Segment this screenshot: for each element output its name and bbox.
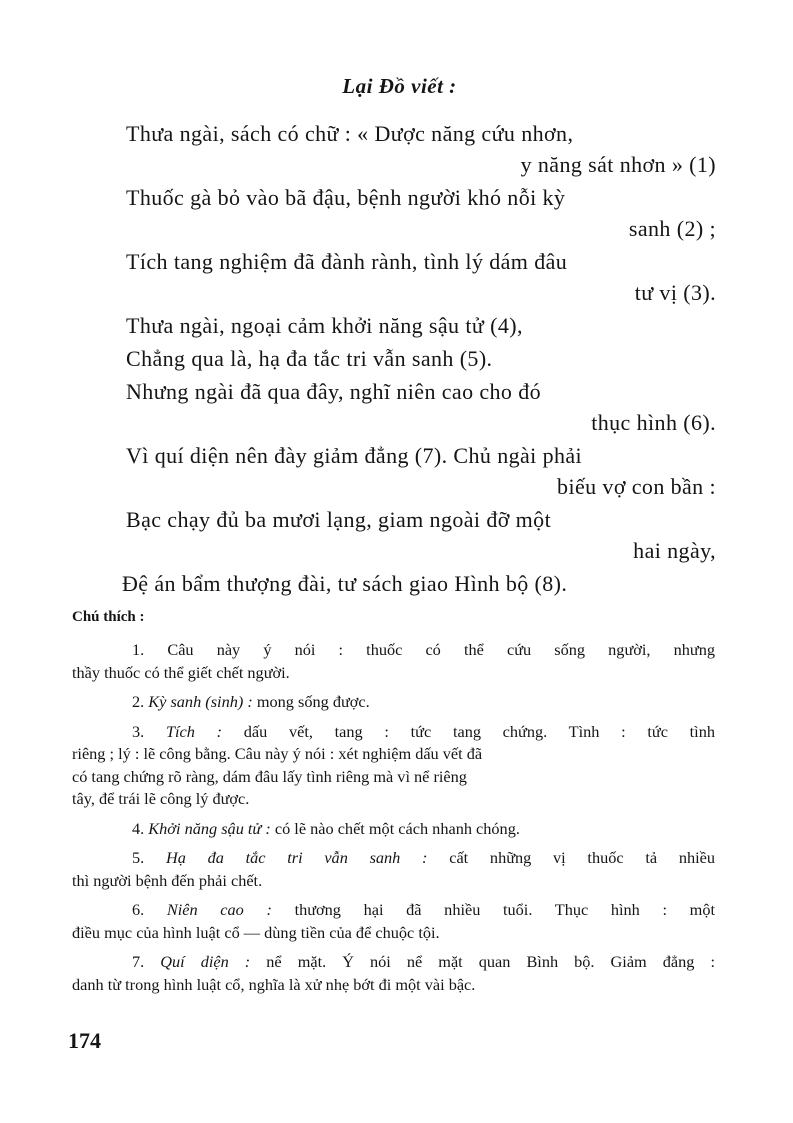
footnote-line: thì người bệnh đến phải chết. (72, 870, 263, 890)
footnote-item (72, 951, 715, 996)
verse-line: Tích tang nghiệm đã đành rành, tình lý dám đâu (126, 249, 568, 274)
verse-line: Đệ án bẩm thượng đài, tư sách giao Hình bộ (8). (122, 571, 568, 596)
verse-line: Nhưng ngài đã qua đây, nghĩ niên cao cho đó (126, 379, 542, 404)
footnote-term: Niên cao : (166, 900, 272, 919)
footnote-line: thầy thuốc có thể giết chết người. (72, 662, 290, 682)
verse-line: Thuốc gà bỏ vào bã đậu, bệnh người khó nỗi kỳ (126, 185, 566, 210)
footnote-item (72, 691, 715, 714)
footnote-number: 6. (132, 900, 145, 919)
footnote-term: Khởi năng sậu tử : (148, 818, 271, 838)
footnotes-title: Chú thích : (72, 609, 145, 625)
footnote-item (72, 639, 715, 684)
verse-line-continuation: thục hình (6). (591, 410, 716, 435)
footnote-term: Tích : (165, 721, 223, 741)
footnote-item (72, 847, 715, 892)
verse-block (122, 118, 716, 599)
footnote-text: mong sống được. (256, 692, 370, 711)
footnote-term: Kỳ sanh (sinh) : (148, 692, 253, 711)
verse-line: Bạc chạy đủ ba mươi lạng, giam ngoài đỡ một (126, 507, 552, 532)
footnote-line: điều mục của hình luật cổ — dùng tiền của để chuộc tội. (72, 922, 440, 942)
footnote-text: nể mặt. Ý nói nể mặt quan Bình bộ. Giảm đẳng : (266, 952, 715, 971)
page-number: 174 (68, 1028, 101, 1053)
footnote-text: có lẽ nào chết một cách nhanh chóng. (274, 818, 520, 838)
footnote-text: thương hại đã nhiều tuổi. Thục hình : một (294, 900, 715, 919)
footnote-first-line (72, 818, 715, 841)
speaker-heading: Lại Đồ viết : (342, 74, 457, 98)
footnote-first-line (72, 691, 715, 714)
verse-line-continuation: y năng sát nhơn » (1) (520, 152, 716, 177)
footnote-first-line (72, 899, 715, 922)
footnote-number: 2. (132, 692, 145, 711)
footnote-number: 7. (132, 952, 145, 971)
footnote-text: Câu này ý nói : thuốc có thể cứu sống người, nhưng (167, 640, 715, 659)
footnote-term: Quí diện : (160, 952, 251, 971)
footnote-first-line (72, 721, 715, 744)
footnotes (72, 606, 715, 1003)
verse-line-continuation: tư vị (3). (634, 280, 716, 305)
footnote-item (72, 899, 715, 944)
footnote-line: có tang chứng rõ ràng, dám đâu lấy tình riêng mà vì nể riêng (72, 766, 467, 786)
footnote-number: 1. (132, 640, 145, 659)
verse-line: Vì quí diện nên đày giảm đẳng (7). Chủ ngài phải (126, 443, 583, 468)
footnote-line: danh từ trong hình luật cổ, nghĩa là xử nhẹ bớt đi một vài bậc. (72, 974, 476, 994)
footnote-number: 4. (132, 818, 145, 838)
footnote-number: 3. (132, 721, 145, 741)
footnote-item (72, 721, 715, 811)
footnote-item (72, 818, 715, 841)
footnote-first-line (72, 847, 715, 870)
verse-line: Chẳng qua là, hạ đa tắc tri vẫn sanh (5). (126, 346, 493, 371)
footnote-text: cất những vị thuốc tả nhiều (449, 848, 715, 867)
verse-line: Thưa ngài, sách có chữ : « Dược năng cứu nhơn, (126, 121, 574, 146)
verse-line: Thưa ngài, ngoại cảm khởi năng sậu tử (4), (126, 313, 523, 338)
footnote-number: 5. (132, 848, 145, 867)
verse-line-continuation: sanh (2) ; (628, 216, 716, 241)
footnote-first-line (72, 639, 715, 662)
footnote-line: tây, để trái lẽ công lý được. (72, 789, 250, 808)
footnote-term: Hạ đa tắc tri vẫn sanh : (165, 848, 428, 867)
footnote-text: dấu vết, tang : tức tang chứng. Tình : tức tình (243, 721, 715, 741)
verse-line-continuation: biếu vợ con bần : (557, 474, 716, 499)
footnote-first-line (72, 951, 715, 974)
footnote-line: riêng ; lý : lẽ công bằng. Câu này ý nói : xét nghiệm dấu vết đã (72, 744, 483, 763)
verse-line-continuation: hai ngày, (633, 538, 716, 563)
